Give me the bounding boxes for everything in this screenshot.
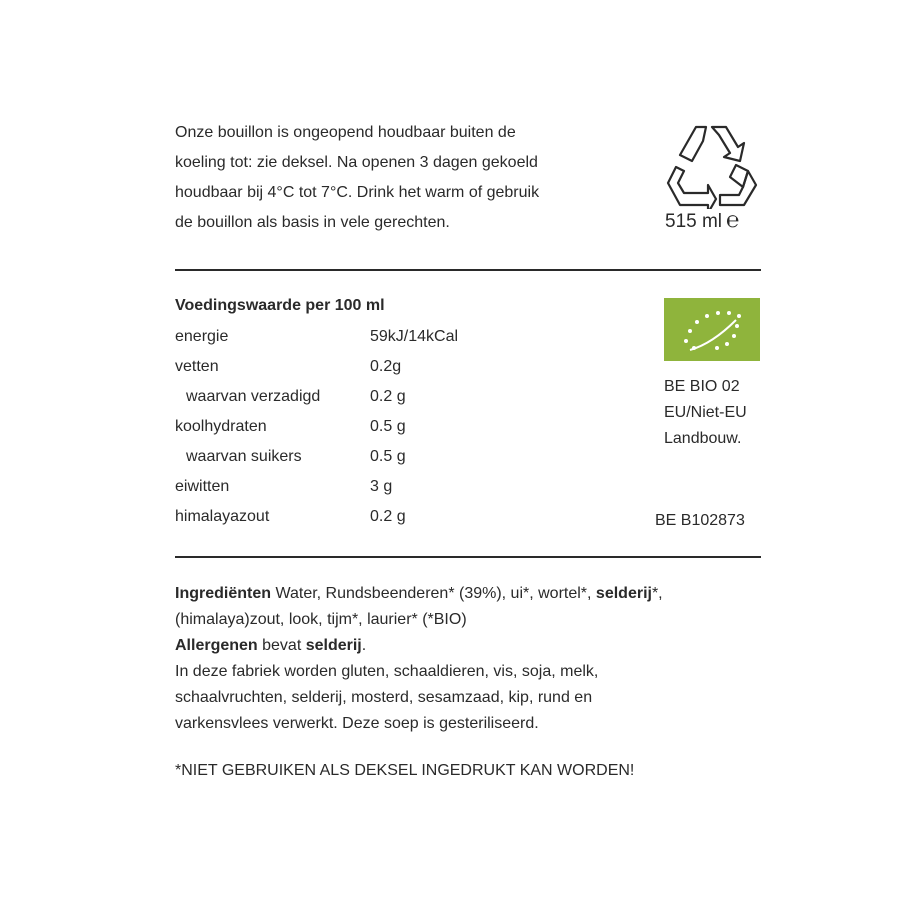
volume [665, 207, 739, 233]
allergens-text: . [361, 637, 367, 654]
allergens-line [175, 633, 775, 659]
allergens-note: In deze fabriek worden gluten, schaaldieren, vis, soja, melk, [175, 663, 599, 680]
allergens-note: schaalvruchten, selderij, mosterd, sesamzaad, kip, rund en [175, 689, 593, 706]
ingredients-line [175, 581, 775, 607]
volume-amount: 515 ml [665, 211, 723, 232]
nutrition-label: vetten [175, 358, 219, 375]
allergens-text: bevat [257, 637, 306, 654]
bio-certification [664, 374, 747, 452]
nutrition-label: himalayazout [175, 508, 270, 525]
intro-line: houdbaar bij 4°C tot 7°C. Drink het warm of gebruik [175, 184, 540, 201]
allergen-highlight: selderij [305, 637, 362, 654]
nutrition-row [175, 478, 575, 508]
nutrition-value: 3 g [370, 478, 393, 495]
allergens-label: Allergenen [175, 637, 258, 654]
storage-instructions [175, 118, 615, 238]
nutrition-row [175, 388, 575, 418]
intro-line: Onze bouillon is ongeopend houdbaar buiten de [175, 124, 516, 141]
eu-organic-leaf-icon [664, 298, 760, 361]
nutrition-value: 0.5 g [370, 448, 406, 465]
nutrition-label: energie [175, 328, 229, 345]
nutrition-row [175, 448, 575, 478]
nutrition-label: koolhydraten [175, 418, 267, 435]
bio-line: Landbouw. [664, 430, 742, 447]
bio-line: BE BIO 02 [664, 378, 740, 395]
nutrition-value: 59kJ/14kCal [370, 328, 459, 345]
bio-line: EU/Niet-EU [664, 404, 747, 421]
nutrition-title: Voedingswaarde per 100 ml [175, 297, 385, 314]
nutrition-row [175, 418, 575, 448]
allergens-note: varkensvlees verwerkt. Deze soep is gesteriliseerd. [175, 715, 539, 732]
allergen-highlight: selderij [595, 585, 652, 602]
nutrition-value: 0.2 g [370, 388, 406, 405]
estimated-sign-icon: ℮ [726, 207, 740, 232]
ingredients-line: (himalaya)zout, look, tijm*, laurier* (*BIO) [175, 611, 467, 628]
nutrition-value: 0.2 g [370, 508, 406, 525]
intro-line: de bouillon als basis in vele gerechten. [175, 214, 450, 231]
nutrition-label: waarvan suikers [186, 448, 302, 465]
nutrition-label: eiwitten [175, 478, 230, 495]
nutrition-value: 0.2g [370, 358, 402, 375]
ingredients-text: *, [651, 585, 663, 602]
intro-line: koeling tot: zie deksel. Na openen 3 dagen gekoeld [175, 154, 538, 171]
nutrition-value: 0.5 g [370, 418, 406, 435]
bio-code: BE B102873 [655, 512, 745, 529]
divider [175, 556, 761, 558]
nutrition-row [175, 328, 575, 358]
ingredients-text: Water, Rundsbeenderen* (39%), ui*, wortel*, [271, 585, 596, 602]
divider [175, 269, 761, 271]
ingredients-section [175, 581, 775, 737]
ingredients-label: Ingrediënten [175, 585, 272, 602]
nutrition-label: waarvan verzadigd [186, 388, 321, 405]
recycle-icon [666, 121, 758, 209]
warning-text: *NIET GEBRUIKEN ALS DEKSEL INGEDRUKT KAN WORDEN! [175, 762, 635, 779]
nutrition-row [175, 508, 575, 538]
nutrition-row [175, 358, 575, 388]
